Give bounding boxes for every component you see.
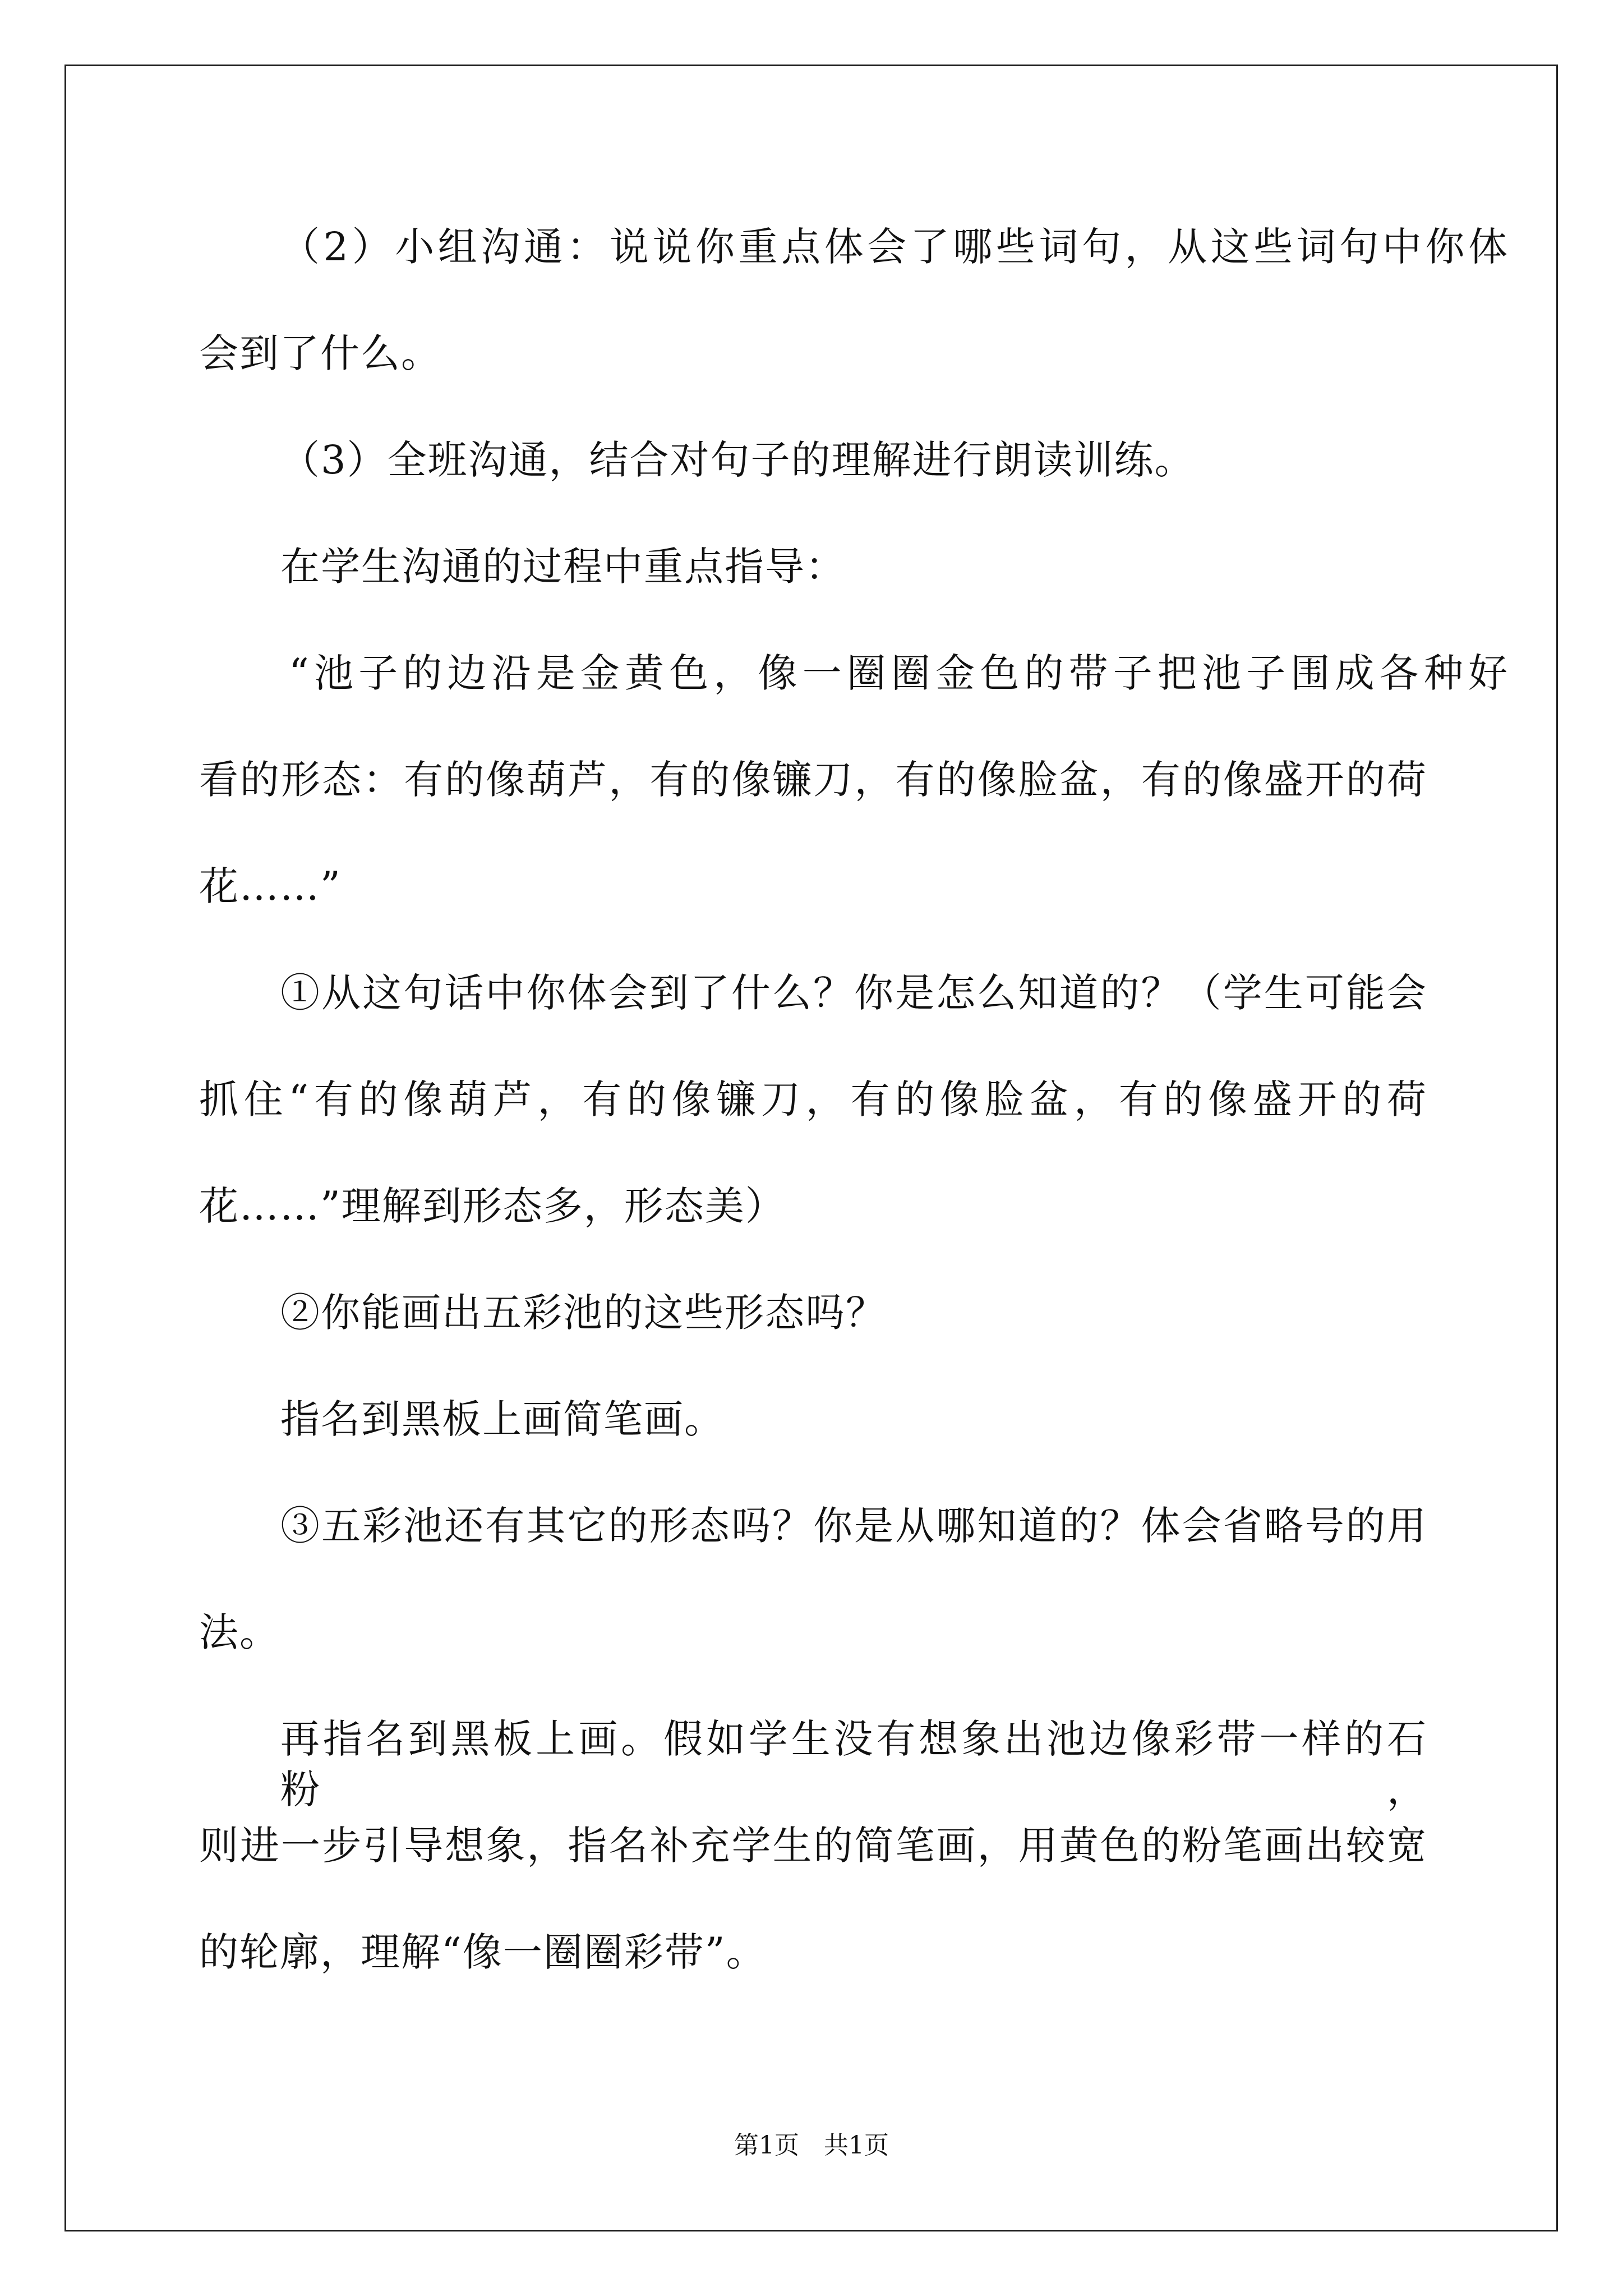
page-border <box>64 65 1558 2231</box>
paragraph-6-line-1: ②你能画出五彩池的这些形态吗？ <box>280 1290 886 1336</box>
paragraph-4-line-3: 花……” <box>199 863 342 909</box>
paragraph-8-line-2: 法。 <box>199 1609 280 1655</box>
paragraph-7-line-1: 指名到黑板上画简笔画。 <box>280 1396 725 1442</box>
paragraph-8-line-1: ③五彩池还有其它的形态吗？你是从哪知道的？体会省略号的用 <box>280 1503 1427 1549</box>
page-footer: 第1页 共1页 <box>734 2131 889 2160</box>
paragraph-5-line-1: ①从这句话中你体会到了什么？你是怎么知道的？（学生可能会 <box>280 970 1427 1016</box>
paragraph-1-line-2: 会到了什么。 <box>199 330 441 376</box>
paragraph-2-line-1: （3）全班沟通，结合对句子的理解进行朗读训练。 <box>280 437 1195 483</box>
paragraph-4-line-2: 看的形态：有的像葫芦，有的像镰刀，有的像脸盆，有的像盛开的荷 <box>199 757 1427 803</box>
paragraph-4-line-1: “池子的边沿是金黄色，像一圈圈金色的带子把池子围成各种好 <box>289 650 1509 696</box>
paragraph-9-line-3: 的轮廓，理解“像一圈圈彩带”。 <box>199 1929 767 1975</box>
paragraph-9-line-1: 再指名到黑板上画。假如学生没有想象出池边像彩带一样的石粉， <box>280 1716 1427 1812</box>
paragraph-9-line-2: 则进一步引导想象，指名补充学生的简笔画，用黄色的粉笔画出较宽 <box>199 1823 1427 1869</box>
paragraph-3-line-1: 在学生沟通的过程中重点指导： <box>280 544 846 590</box>
paragraph-5-line-3: 花……”理解到形态多，形态美） <box>199 1183 786 1229</box>
paragraph-1-line-1: （2）小组沟通：说说你重点体会了哪些词句，从这些词句中你体 <box>280 224 1509 270</box>
paragraph-5-line-2: 抓住“有的像葫芦，有的像镰刀，有的像脸盆，有的像盛开的荷 <box>199 1076 1427 1122</box>
